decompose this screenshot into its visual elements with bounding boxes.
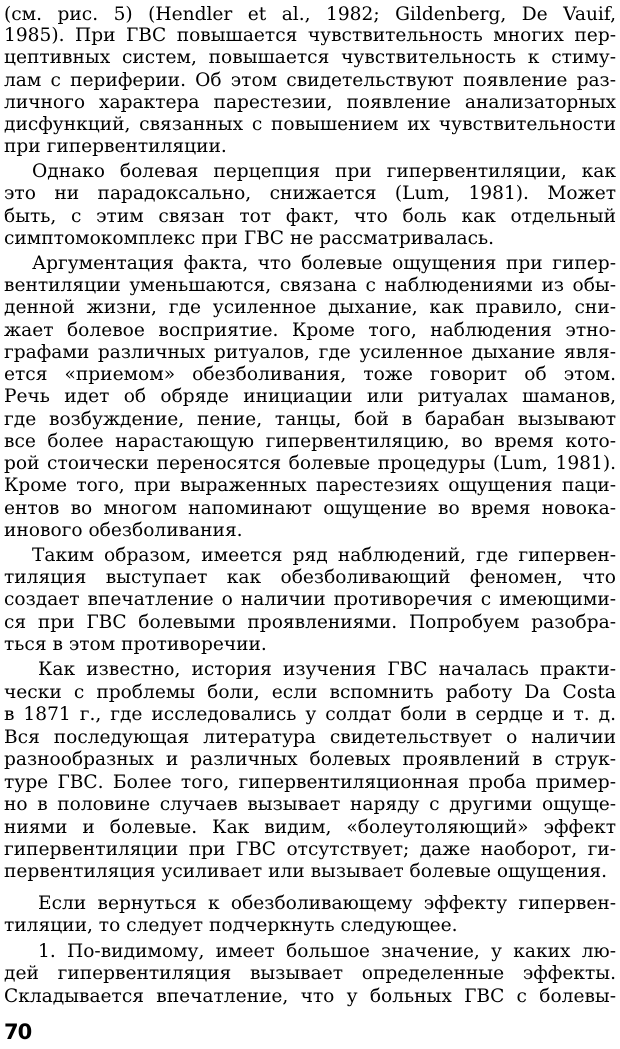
text-line: гипервентиляции при ГВС отсутствует; даже наоборот, ги-: [4, 839, 616, 860]
text-line: ться в этом противоречии.: [4, 634, 267, 655]
text-line: жает болевое восприятие. Кроме того, наблюдения этно-: [4, 320, 616, 341]
text-line: рой стоически переносятся болевые процедуры (Lum, 1981).: [4, 453, 616, 474]
text-line: Однако болевая перцепция при гипервентиляции, как: [32, 161, 616, 182]
text-line: но в половине случаев вызывает наряду с другими ощуще-: [4, 794, 616, 815]
text-line: все более нарастающую гипервентиляцию, во время кото-: [4, 431, 616, 452]
text-line: тиляция выступает как обезболивающий феномен, что: [4, 567, 616, 588]
text-line: ентов во многом напоминают ощущение во время новока-: [4, 498, 616, 519]
text-line: Таким образом, имеется ряд наблюдений, где гипервен-: [32, 545, 616, 566]
text-line: это ни парадоксально, снижается (Lum, 1981). Может: [4, 183, 616, 204]
text-line: (см. рис. 5) (Hendler et al., 1982; Gildenberg, De Vauif,: [4, 4, 616, 25]
text-line: создает впечатление о наличии противоречия с имеющими-: [4, 589, 616, 610]
text-line: Складывается впечатление, что у больных ГВС с болевы-: [4, 986, 616, 1007]
text-line: 1. По-видимому, имеет большое значение, у каких лю-: [38, 941, 616, 962]
text-line: чески с проблемы боли, если вспомнить работу Da Costa: [4, 682, 616, 703]
text-line: личного характера парестезии, появление анализаторных: [4, 92, 616, 113]
text-line: туре ГВС. Более того, гипервентиляционная проба пример-: [4, 772, 616, 793]
text-line: лам с периферии. Об этом свидетельствуют появление раз-: [4, 70, 616, 91]
text-line: ется «приемом» обезболивания, тоже говорит об этом.: [4, 364, 616, 385]
page-number: 70: [4, 1020, 32, 1044]
text-line: денной жизни, где усиленное дыхание, как правило, сни-: [4, 297, 616, 318]
text-line: быть, с этим связан тот факт, что боль как отдельный: [4, 206, 616, 227]
text-line: Как известно, история изучения ГВС началась практи-: [38, 659, 616, 680]
text-line: в 1871 г., где исследовались у солдат боли в сердце и т. д.: [4, 704, 616, 725]
text-line: графами различных ритуалов, где усиленное дыхание явля-: [4, 342, 616, 363]
text-line: симптомокомплекс при ГВС не рассматривалась.: [4, 228, 495, 249]
text-line: Вся последующая литература свидетельствует о наличии: [4, 727, 616, 748]
text-line: Кроме того, при выраженных парестезиях ощущения паци-: [4, 475, 616, 496]
text-line: цептивных систем, повышается чувствительность к стиму-: [4, 47, 616, 68]
text-line: дей гипервентиляция вызывает определенные эффекты.: [4, 963, 616, 984]
text-line: тиляции, то следует подчеркнуть следующее.: [4, 915, 458, 936]
text-line: дисфункций, связанных с повышением их чувствительности: [4, 114, 616, 135]
text-line: Речь идет об обряде инициации или ритуалах шаманов,: [4, 386, 616, 407]
text-line: ниями и болевые. Как видим, «болеутоляющий» эффект: [4, 817, 616, 838]
text-line: 1985). При ГВС повышается чувствительность многих пер-: [4, 25, 616, 46]
text-line: ся при ГВС болевыми проявлениями. Попробуем разобра-: [4, 612, 616, 633]
text-line: разнообразных и различных болевых проявлений в струк-: [4, 749, 616, 770]
text-line: Если вернуться к обезболивающему эффекту гипервен-: [38, 893, 616, 914]
text-line: вентиляции уменьшаются, связана с наблюдениями из обы-: [4, 275, 616, 296]
text-line: где возбуждение, пение, танцы, бой в барабан вызывают: [4, 409, 616, 430]
text-line: инового обезболивания.: [4, 520, 243, 541]
text-line: при гипервентиляции.: [4, 136, 227, 157]
text-line: Аргументация факта, что болевые ощущения при гипер-: [32, 253, 616, 274]
document-page: [4, 0, 616, 1049]
text-line: первентиляция усиливает или вызывает болевые ощущения.: [4, 861, 608, 882]
